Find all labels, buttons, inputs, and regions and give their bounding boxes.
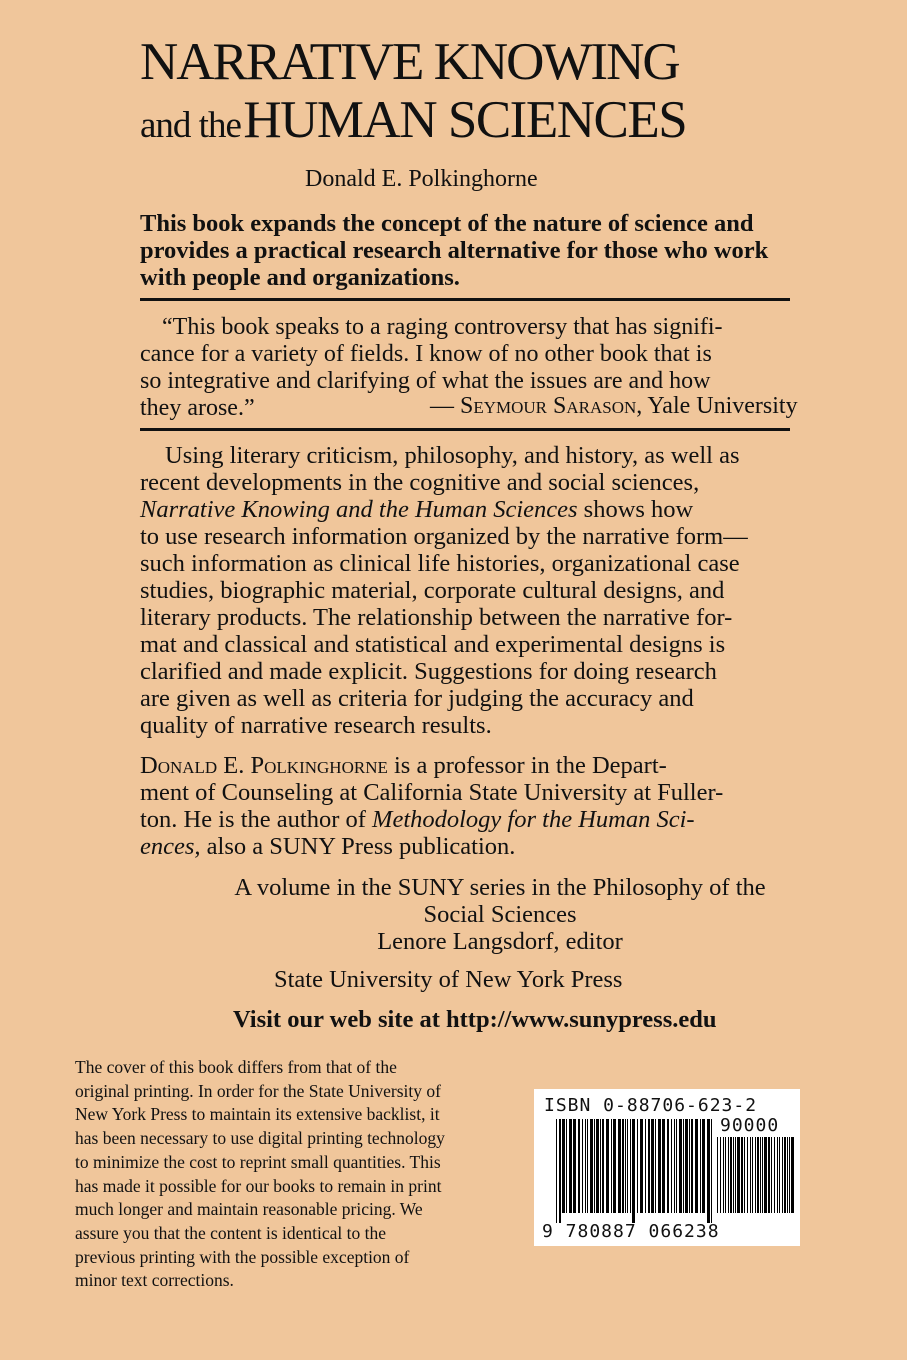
barcode-bar [566,1119,567,1213]
barcode-bar [725,1137,726,1213]
barcode-bar [730,1137,732,1213]
barcode-bar [596,1119,599,1213]
summary-line: provides a practical research alternative for those who work [140,237,769,264]
barcode-bar [618,1119,621,1213]
isbn-barcode [534,1089,800,1246]
barcode-bar [578,1119,580,1213]
barcode-bar [683,1119,684,1213]
series-line: Social Sciences [423,901,577,928]
barcode-bar [771,1137,772,1213]
bio-line: Donald E. Polkinghorne is a professor in the Depart- [140,752,667,779]
barcode-bar [667,1119,669,1213]
barcode-bar [707,1119,710,1223]
barcode-bar [685,1119,688,1213]
attribution-dash: — [430,393,454,419]
barcode-bar [611,1119,612,1213]
title-prefix: and the [140,105,241,146]
barcode-bar [750,1137,751,1213]
note-line: to minimize the cost to reprint small quantities. This [75,1151,441,1172]
note-line: The cover of this book differs from that of the [75,1057,397,1077]
barcode-bar [676,1119,677,1213]
description-line: Using literary criticism, philosophy, and history, as well as [165,442,740,469]
barcode-bar [762,1137,763,1213]
barcode-bar [689,1119,690,1213]
description-line: mat and classical and statistical and experimental designs is [140,631,726,658]
bio-author-name: Donald E. Polkinghorne [140,752,388,779]
note-line: New York Press to maintain its extensive backlist, it [75,1104,440,1125]
barcode-bar [702,1119,705,1213]
barcode-bar [585,1119,586,1213]
barcode-bar [691,1119,693,1213]
bio-line: ton. He is the author of Methodology for the Human Sci- [140,806,695,833]
barcode-bar [637,1119,638,1213]
barcode-bar [679,1119,682,1213]
summary-line: This book expands the concept of the nature of science and [140,210,754,237]
ean-barcode-bars [556,1119,712,1223]
barcode-bar [630,1119,631,1213]
barcode-bar [782,1137,783,1213]
barcode-bar [674,1119,675,1213]
title-main: HUMAN SCIENCES [243,91,687,149]
barcode-bar [723,1137,724,1213]
barcode-bar [606,1119,609,1213]
barcode-bar [627,1119,628,1213]
barcode-bar [594,1119,595,1213]
barcode-bar [720,1137,721,1213]
barcode-bar [789,1137,790,1213]
quote-line: “This book speaks to a raging controversy that has signifi- [162,314,723,340]
barcode-bar [784,1137,786,1213]
summary-paragraph [140,210,800,291]
barcode-bar [695,1119,698,1213]
book-title-line2 [140,90,820,163]
barcode-bar [569,1119,572,1213]
barcode-bar [733,1137,734,1213]
barcode-bar [700,1119,701,1213]
barcode-bar [737,1137,740,1213]
bio-line: ment of Counseling at California State University at Fuller- [140,779,724,806]
barcode-bar [735,1137,736,1213]
barcode-bar [640,1119,643,1213]
bio-line: ences, also a SUNY Press publication. [140,833,516,860]
quote-line: so integrative and clarifying of what the issues are and how [140,368,711,394]
barcode-bar [711,1119,712,1223]
divider-top [140,298,790,301]
barcode-bar [559,1119,561,1223]
quote-attribution [430,393,798,420]
bio-book-title: Methodology for the Human Sci- [372,806,695,833]
barcode-bar [747,1137,748,1213]
barcode-bar [671,1119,672,1213]
quote-line: cance for a variety of fields. I know of no other book that is [140,341,712,367]
description-line: recent developments in the cognitive and social sciences, [140,469,700,496]
addon-barcode-bars [717,1137,795,1223]
barcode-bar [655,1119,656,1213]
barcode-bar [573,1119,576,1213]
price-code: 90000 [720,1115,780,1136]
printing-note [75,1056,515,1293]
barcode-bar [768,1137,770,1213]
attribution-affiliation: , Yale University [636,393,798,419]
series-info [200,874,800,955]
barcode-bar [645,1119,646,1213]
note-line: much longer and maintain reasonable pricing. We [75,1199,423,1220]
barcode-bar [582,1119,583,1213]
attribution-name: Seymour Sarason [460,393,637,419]
quote-line: they arose.” [140,395,255,421]
description-line: to use research information organized by the narrative form— [140,523,748,550]
isbn-number: ISBN 0-88706-623-2 [544,1095,758,1116]
barcode-bar [648,1119,650,1213]
barcode-bar [625,1119,626,1213]
barcode-bar [587,1119,588,1213]
note-line: has been necessary to use digital printing technology [75,1128,445,1149]
barcode-bar [658,1119,661,1213]
barcode-bar [755,1137,756,1213]
barcode-bar [622,1119,624,1213]
barcode-bar [764,1137,767,1213]
description-paragraph [140,442,800,739]
barcode-bar [562,1119,565,1213]
description-line: clarified and made explicit. Suggestions for doing research [140,658,717,685]
barcode-bar [757,1137,759,1213]
note-line: original printing. In order for the State University of [75,1080,441,1101]
description-line: literary products. The relationship between the narrative for- [140,604,733,631]
series-editor: Lenore Langsdorf, editor [377,928,623,955]
barcode-bar [787,1137,788,1213]
note-line: previous printing with the possible exception of [75,1246,410,1267]
barcode-bar [779,1137,780,1213]
barcode-bar [728,1137,729,1213]
barcode-bar [752,1137,753,1213]
barcode-bar [590,1119,593,1213]
author-bio [140,752,800,860]
note-line: has made it possible for our books to remain in print [75,1175,442,1196]
barcode-bar [613,1119,616,1213]
publisher-name: State University of New York Press [274,966,623,993]
author-name: Donald E. Polkinghorne [305,166,538,192]
description-line: are given as well as criteria for judging the accuracy and [140,685,694,712]
barcode-bar [651,1119,654,1213]
barcode-bar [744,1137,745,1213]
book-title-line1: NARRATIVE KNOWING [140,33,679,91]
summary-line: with people and organizations. [140,264,460,291]
description-line: quality of narrative research results. [140,712,492,739]
ean-digits: 9 780887 066238 [542,1221,720,1242]
description-line: Narrative Knowing and the Human Sciences shows how [140,496,694,523]
barcode-bar [760,1137,761,1213]
barcode-bar [662,1119,665,1213]
barcode-bar [774,1137,775,1213]
barcode-bar [632,1119,635,1223]
barcode-bar [777,1137,778,1213]
barcode-bar [717,1137,718,1213]
barcode-bar [741,1137,743,1213]
note-line: minor text corrections. [75,1270,234,1291]
publisher-website: Visit our web site at http://www.sunypress.edu [233,1006,717,1033]
book-title-italic: Narrative Knowing and the Human Sciences [140,496,578,523]
description-line: studies, biographic material, corporate cultural designs, and [140,577,725,604]
note-line: assure you that the content is identical to the [75,1222,387,1243]
barcode-bar [556,1119,557,1223]
divider-bottom [140,428,790,431]
description-line: such information as clinical life histories, organizational case [140,550,740,577]
barcode-bar [600,1119,601,1213]
barcode-bar [791,1137,794,1213]
series-line: A volume in the SUNY series in the Philosophy of the [234,874,766,901]
barcode-bar [602,1119,604,1213]
